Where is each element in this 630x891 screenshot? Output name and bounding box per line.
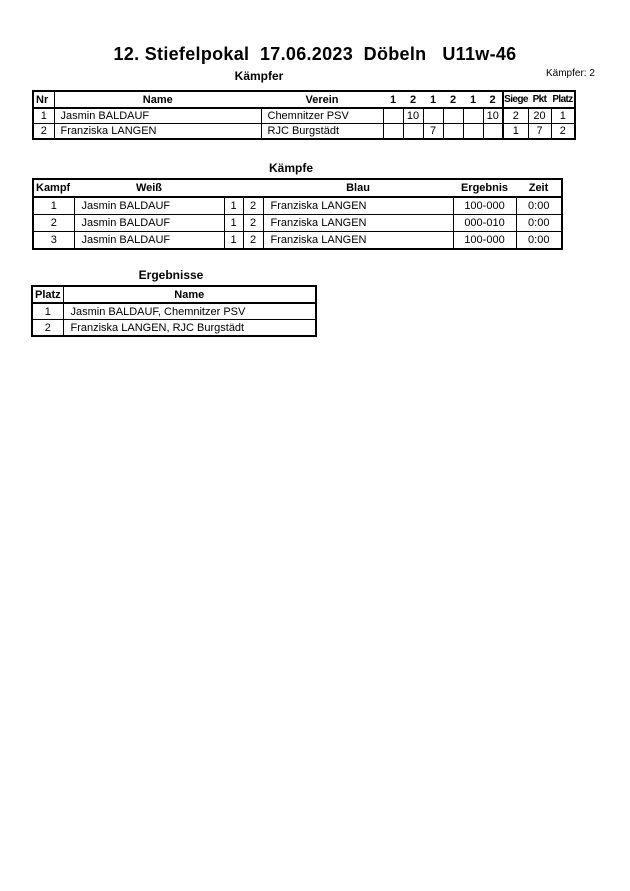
cell-platz: 1: [551, 108, 575, 124]
cell-ergebnis: 100-000: [453, 232, 516, 250]
cell-pkt: 20: [528, 108, 551, 124]
ergebnisse-header-row: [32, 286, 316, 303]
cell-zeit: 0:00: [516, 232, 562, 250]
col-header-weiss-nr: [224, 179, 243, 197]
cell-zeit: 0:00: [516, 197, 562, 215]
col-header-blau-nr: [243, 179, 263, 197]
col-header-round: 2: [443, 91, 463, 108]
cell-blau-nr: 2: [243, 197, 263, 215]
cell-kampf: 3: [33, 232, 74, 250]
cell-score: [463, 124, 483, 140]
cell-score: [483, 124, 503, 140]
col-header-kampf: Kampf: [33, 179, 74, 197]
ergebnisse-table: [31, 285, 317, 337]
cell-blau-name: Franziska LANGEN: [263, 232, 453, 250]
col-header-platz: Platz: [551, 91, 575, 108]
cell-name: Franziska LANGEN: [54, 124, 261, 140]
page-title: 12. Stiefelpokal 17.06.2023 Döbeln U11w-46: [113, 44, 517, 64]
cell-score: 7: [423, 124, 443, 140]
cell-blau-name: Franziska LANGEN: [263, 197, 453, 215]
col-header-round: 2: [483, 91, 503, 108]
cell-blau-nr: 2: [243, 215, 263, 232]
ergebnisse-section-title: Ergebnisse: [138, 268, 204, 282]
table-row: [32, 320, 316, 337]
col-header-nr: Nr: [33, 91, 54, 108]
col-header-round: 1: [383, 91, 403, 108]
col-header-blau: Blau: [263, 179, 453, 197]
cell-verein: RJC Burgstädt: [261, 124, 383, 140]
cell-blau-name: Franziska LANGEN: [263, 215, 453, 232]
table-row: [32, 303, 316, 320]
cell-nr: 1: [33, 108, 54, 124]
cell-platz: 2: [32, 320, 63, 337]
table-row: [33, 197, 562, 215]
cell-score: [383, 124, 403, 140]
col-header-round: 1: [423, 91, 443, 108]
kaempfer-header-row: [33, 91, 575, 108]
col-header-round: 2: [403, 91, 423, 108]
cell-result-name: Franziska LANGEN, RJC Burgstädt: [63, 320, 316, 337]
col-header-name: Name: [63, 286, 316, 303]
cell-score: [463, 108, 483, 124]
col-header-siege: Siege: [503, 91, 528, 108]
cell-kampf: 1: [33, 197, 74, 215]
kaempfe-table: [32, 178, 563, 250]
cell-pkt: 7: [528, 124, 551, 140]
kaempfer-table: [32, 90, 576, 140]
kaempfe-section-title: Kämpfe: [268, 161, 313, 175]
cell-weiss-name: Jasmin BALDAUF: [74, 232, 224, 250]
kaempfe-header-row: [33, 179, 562, 197]
cell-blau-nr: 2: [243, 232, 263, 250]
cell-weiss-name: Jasmin BALDAUF: [74, 197, 224, 215]
cell-nr: 2: [33, 124, 54, 140]
cell-weiss-name: Jasmin BALDAUF: [74, 215, 224, 232]
cell-platz: 1: [32, 303, 63, 320]
kaempfer-section-title: Kämpfer: [234, 69, 284, 83]
col-header-zeit: Zeit: [516, 179, 562, 197]
col-header-weiss: Weiß: [74, 179, 224, 197]
col-header-verein: Verein: [261, 91, 383, 108]
cell-kampf: 2: [33, 215, 74, 232]
cell-zeit: 0:00: [516, 215, 562, 232]
cell-score: [383, 108, 403, 124]
cell-ergebnis: 000-010: [453, 215, 516, 232]
cell-weiss-nr: 1: [224, 215, 243, 232]
col-header-round: 1: [463, 91, 483, 108]
kaempfer-count: Kämpfer: 2: [546, 68, 595, 79]
table-row: [33, 108, 575, 124]
cell-platz: 2: [551, 124, 575, 140]
cell-siege: 1: [503, 124, 528, 140]
cell-score: 10: [403, 108, 423, 124]
col-header-name: Name: [54, 91, 261, 108]
cell-result-name: Jasmin BALDAUF, Chemnitzer PSV: [63, 303, 316, 320]
table-row: [33, 232, 562, 250]
table-row: [33, 124, 575, 140]
cell-verein: Chemnitzer PSV: [261, 108, 383, 124]
cell-ergebnis: 100-000: [453, 197, 516, 215]
cell-weiss-nr: 1: [224, 197, 243, 215]
cell-score: [423, 108, 443, 124]
col-header-pkt: Pkt: [528, 91, 551, 108]
col-header-platz: Platz: [32, 286, 63, 303]
cell-score: 10: [483, 108, 503, 124]
cell-score: [403, 124, 423, 140]
cell-name: Jasmin BALDAUF: [54, 108, 261, 124]
cell-weiss-nr: 1: [224, 232, 243, 250]
cell-score: [443, 124, 463, 140]
cell-score: [443, 108, 463, 124]
table-row: [33, 215, 562, 232]
cell-siege: 2: [503, 108, 528, 124]
col-header-ergebnis: Ergebnis: [453, 179, 516, 197]
